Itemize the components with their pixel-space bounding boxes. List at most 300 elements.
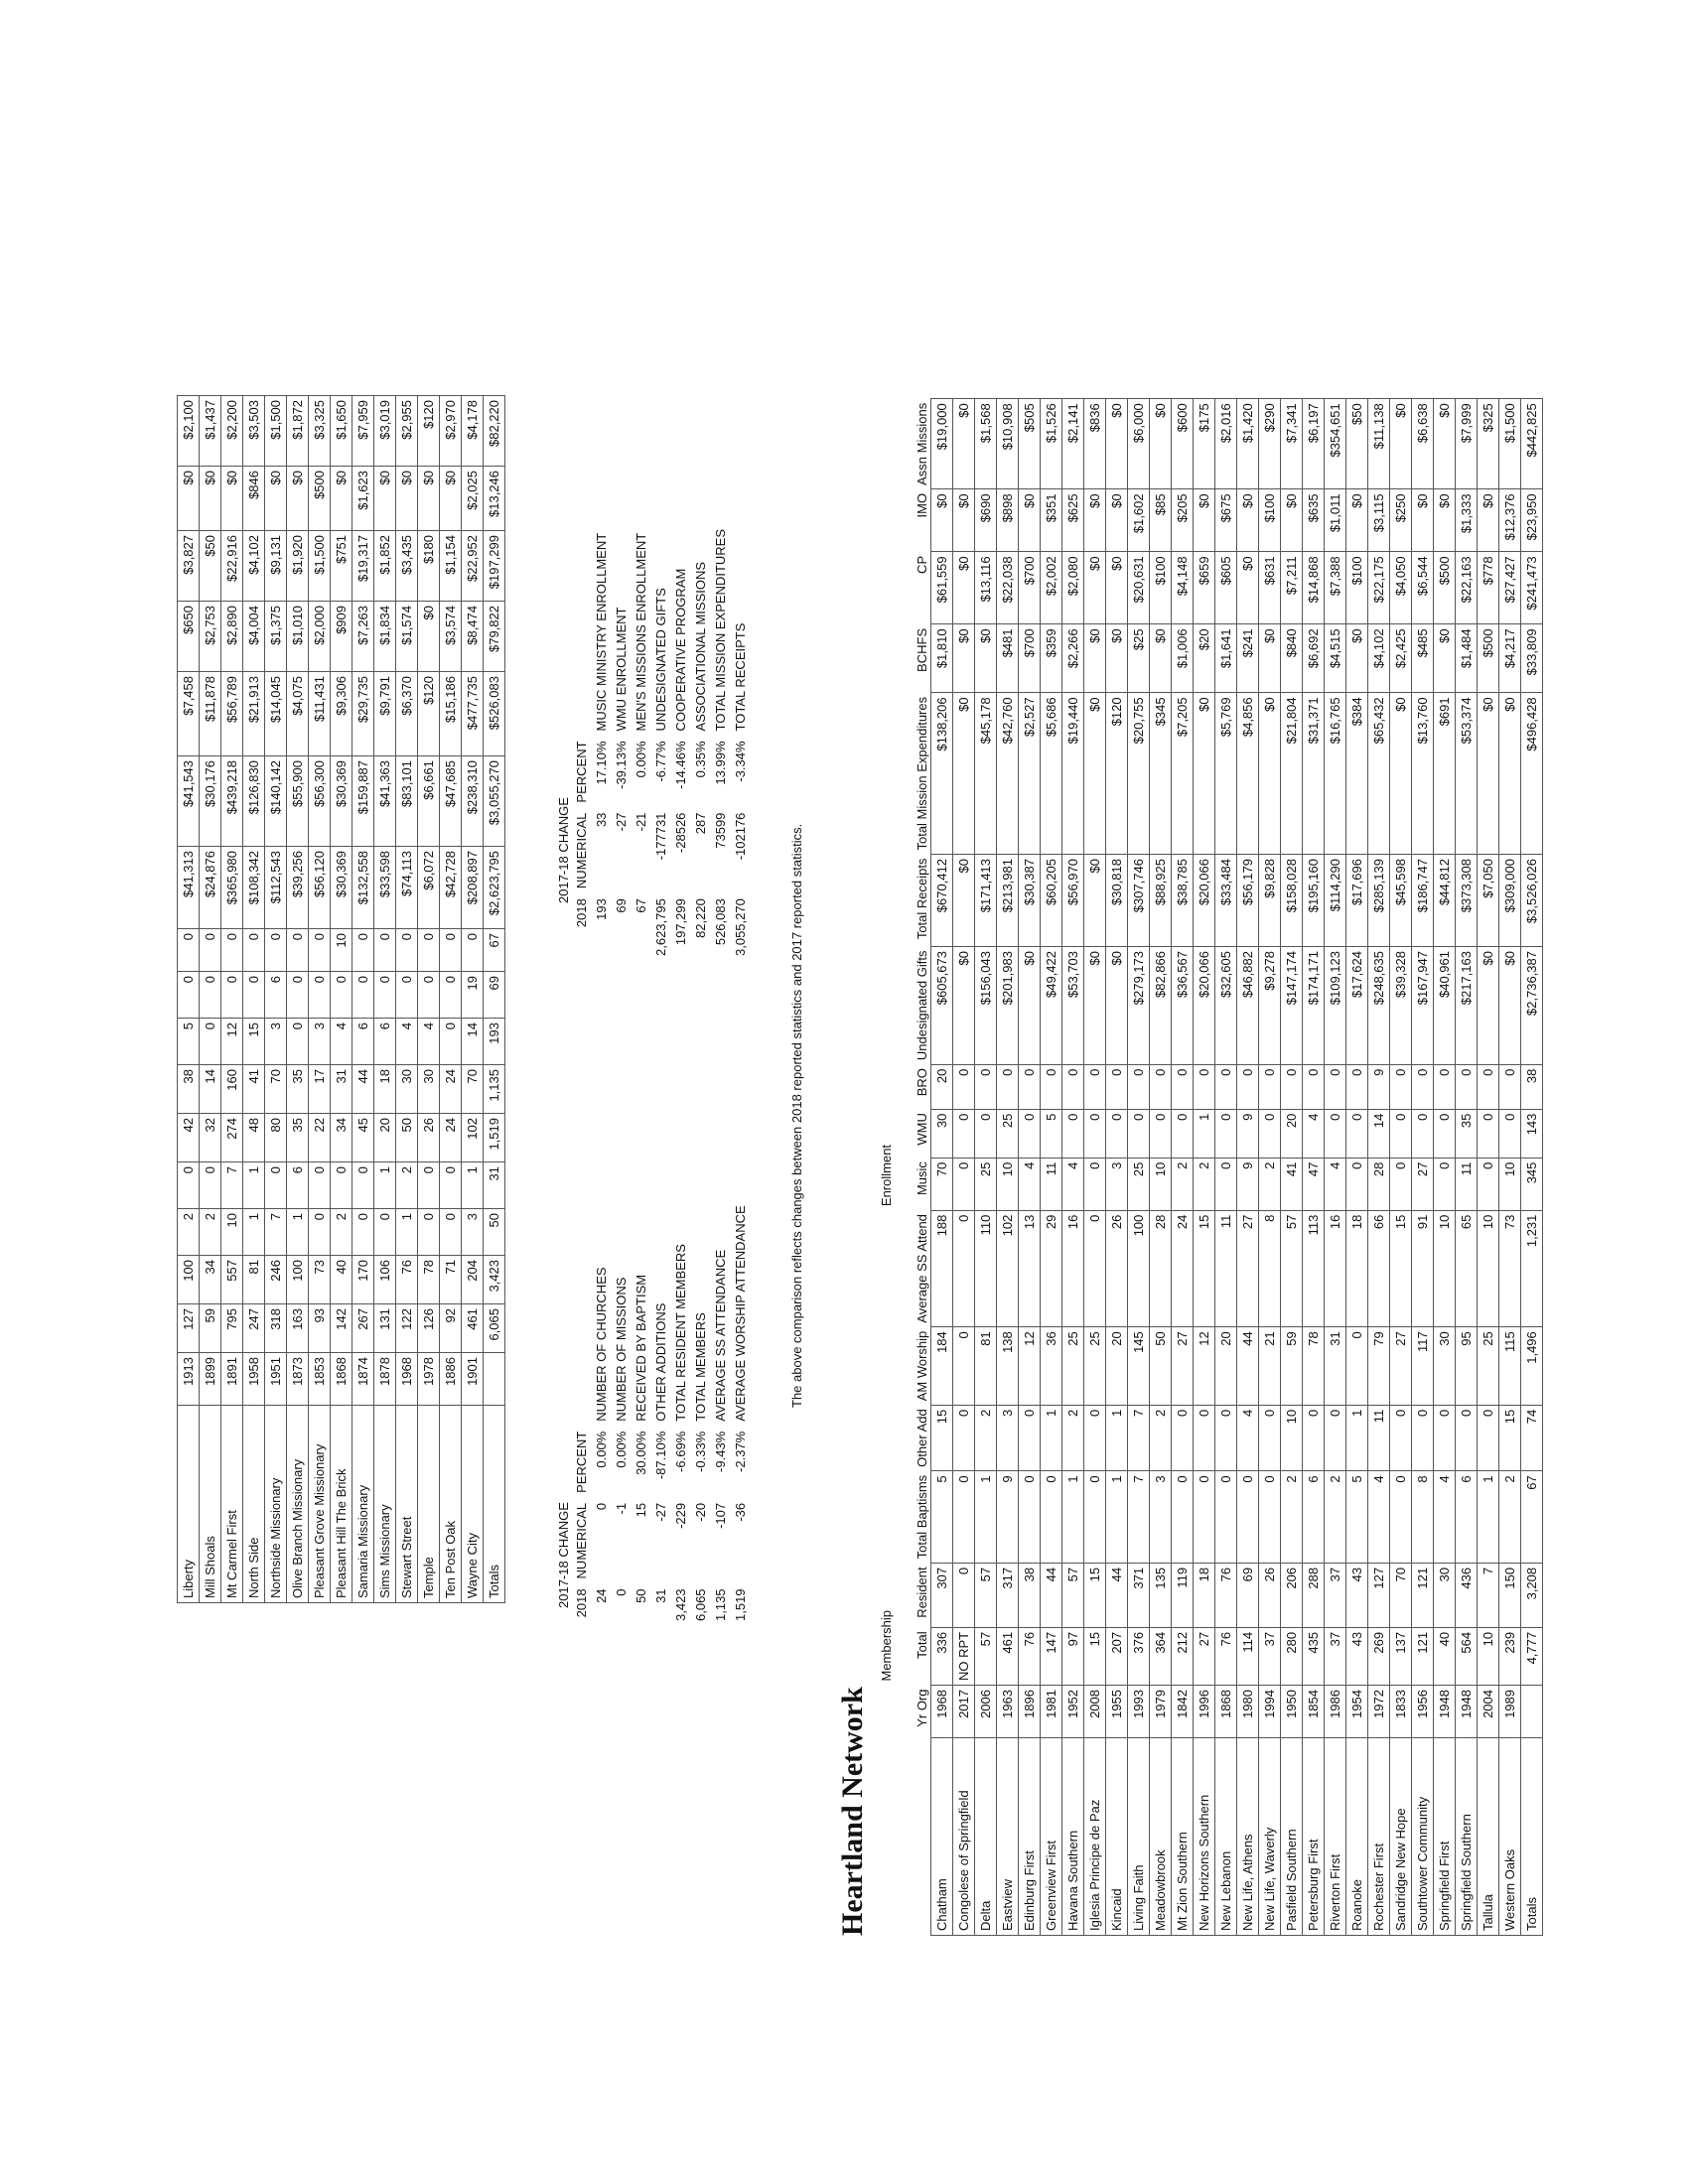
stat-cell: 22 bbox=[309, 1114, 331, 1162]
change-label: AVERAGE WORSHIP ATTENDANCE bbox=[732, 1205, 748, 1422]
table-row bbox=[243, 396, 265, 1603]
stat-cell: 0 bbox=[309, 972, 331, 1019]
stat-cell: 0 bbox=[440, 972, 462, 1019]
stat-cell: $0 bbox=[1346, 489, 1368, 552]
stat-cell: $500 bbox=[309, 467, 331, 531]
stat-cell: $85 bbox=[1150, 489, 1172, 552]
stat-cell: 138 bbox=[997, 1327, 1019, 1406]
stat-cell: 37 bbox=[1325, 1563, 1346, 1627]
stat-cell: 1979 bbox=[1150, 1686, 1172, 1738]
stat-cell: 2 bbox=[975, 1405, 997, 1471]
church-name: Mt Zion Southern bbox=[1172, 1738, 1194, 1936]
stat-cell: $1,641 bbox=[1215, 624, 1237, 693]
stat-cell: 76 bbox=[1019, 1627, 1041, 1685]
change-value: 17.10% bbox=[593, 741, 609, 785]
church-name: Petersburg First bbox=[1303, 1738, 1325, 1936]
total-cell: $3,526,026 bbox=[1521, 855, 1543, 947]
stat-cell: 2004 bbox=[1478, 1686, 1499, 1738]
stat-cell: 0 bbox=[1019, 1471, 1041, 1564]
stat-cell: $0 bbox=[1150, 624, 1172, 693]
stat-cell: $359 bbox=[1041, 624, 1062, 693]
column-header: Other Add bbox=[915, 1409, 929, 1467]
table-row bbox=[1499, 399, 1521, 1936]
change-header: PERCENT bbox=[573, 1431, 589, 1493]
stat-cell: 0 bbox=[418, 1162, 440, 1209]
stat-cell: 0 bbox=[953, 1327, 975, 1406]
stat-cell: $1,623 bbox=[352, 467, 374, 531]
stat-cell: $2,025 bbox=[462, 467, 484, 531]
stat-cell: 0 bbox=[975, 1109, 997, 1158]
change-value: 0.35% bbox=[692, 741, 708, 778]
stat-cell: $38,785 bbox=[1172, 855, 1194, 947]
stat-cell: 2 bbox=[1062, 1405, 1084, 1471]
total-cell bbox=[484, 1353, 505, 1406]
stat-cell: 0 bbox=[178, 972, 200, 1019]
stat-cell: 2008 bbox=[1084, 1686, 1106, 1738]
stat-cell: $7,211 bbox=[1281, 552, 1303, 624]
stat-cell: 0 bbox=[1259, 1471, 1281, 1564]
stat-cell: 24 bbox=[1172, 1210, 1194, 1327]
stat-cell: 3 bbox=[462, 1209, 484, 1256]
stat-cell: $1,650 bbox=[331, 396, 352, 467]
column-header: Music bbox=[915, 1161, 929, 1196]
stat-cell: 1873 bbox=[287, 1353, 309, 1406]
stat-cell: 70 bbox=[265, 1065, 287, 1114]
stat-cell: $19,317 bbox=[352, 531, 374, 602]
stat-cell: 247 bbox=[243, 1304, 265, 1353]
stat-cell: 44 bbox=[1237, 1327, 1259, 1406]
change-row bbox=[670, 524, 690, 961]
total-cell: 193 bbox=[484, 1019, 505, 1065]
stat-cell: 10 bbox=[997, 1158, 1019, 1210]
stat-cell: 2 bbox=[1150, 1405, 1172, 1471]
stat-cell: 18 bbox=[1346, 1210, 1368, 1327]
table-row bbox=[1325, 399, 1346, 1936]
stat-cell: $45,598 bbox=[1390, 855, 1412, 947]
stat-cell: 78 bbox=[1303, 1327, 1325, 1406]
stat-cell: $0 bbox=[200, 467, 221, 531]
stat-cell: $132,558 bbox=[352, 847, 374, 929]
stat-cell: 25 bbox=[997, 1109, 1019, 1158]
stat-cell: 0 bbox=[1172, 1064, 1194, 1109]
column-header bbox=[895, 1738, 931, 1936]
stat-cell: 0 bbox=[352, 1162, 374, 1209]
stat-cell: 80 bbox=[265, 1114, 287, 1162]
stat-cell: 0 bbox=[1062, 1064, 1084, 1109]
stat-cell: 1950 bbox=[1281, 1686, 1303, 1738]
stat-cell: 2 bbox=[1281, 1471, 1303, 1564]
stat-cell: $0 bbox=[178, 467, 200, 531]
column-header: Average SS Attend bbox=[915, 1214, 929, 1323]
stat-cell: $114,290 bbox=[1325, 855, 1346, 947]
stat-cell: 27 bbox=[1237, 1210, 1259, 1327]
stat-cell: 0 bbox=[374, 972, 396, 1019]
stat-cell: 0 bbox=[1499, 1064, 1521, 1109]
stat-cell: $0 bbox=[1259, 624, 1281, 693]
change-value: 0 bbox=[593, 1502, 609, 1511]
church-name: Western Oaks bbox=[1499, 1738, 1521, 1936]
stat-cell: 0 bbox=[178, 1162, 200, 1209]
stat-cell: $6,072 bbox=[418, 847, 440, 929]
stat-cell: 0 bbox=[243, 972, 265, 1019]
enrollment-group-header: Enrollment bbox=[879, 1144, 894, 1207]
stat-cell: $56,179 bbox=[1237, 855, 1259, 947]
stat-cell: 0 bbox=[200, 929, 221, 972]
stat-cell: 66 bbox=[1368, 1210, 1390, 1327]
church-name: Temple bbox=[418, 1406, 440, 1603]
change-value: 69 bbox=[613, 898, 629, 913]
stat-cell: $605 bbox=[1215, 552, 1237, 624]
stat-cell: 7 bbox=[1128, 1471, 1150, 1564]
stat-cell: 10 bbox=[221, 1209, 243, 1256]
stat-cell: $42,728 bbox=[440, 847, 462, 929]
stat-cell: 44 bbox=[1041, 1563, 1062, 1627]
stat-cell: $477,735 bbox=[462, 672, 484, 756]
stat-cell: 1 bbox=[975, 1471, 997, 1564]
stat-cell: $1,011 bbox=[1325, 489, 1346, 552]
change-header: PERCENT bbox=[573, 741, 589, 803]
stat-cell: 137 bbox=[1390, 1627, 1412, 1685]
stat-cell: $500 bbox=[1478, 624, 1499, 693]
stat-cell: 4 bbox=[396, 1019, 418, 1065]
stat-cell: $2,753 bbox=[200, 602, 221, 672]
stat-cell: $1,500 bbox=[265, 396, 287, 467]
table-row bbox=[396, 396, 418, 1603]
stat-cell: 69 bbox=[1237, 1563, 1259, 1627]
stat-cell: 113 bbox=[1303, 1210, 1325, 1327]
stat-cell: 0 bbox=[1390, 1158, 1412, 1210]
stat-cell: $1,500 bbox=[1499, 399, 1521, 489]
stat-cell: 1 bbox=[462, 1162, 484, 1209]
change-row bbox=[631, 1200, 650, 1626]
stat-cell: 0 bbox=[352, 1209, 374, 1256]
stat-cell: $0 bbox=[331, 467, 352, 531]
stat-cell: 1989 bbox=[1499, 1686, 1521, 1738]
stat-cell: NO RPT bbox=[953, 1627, 975, 1685]
stat-cell: $3,827 bbox=[178, 531, 200, 602]
stat-cell: 0 bbox=[331, 972, 352, 1019]
stat-cell: 37 bbox=[1325, 1627, 1346, 1685]
table-row bbox=[975, 399, 997, 1936]
stat-cell: 0 bbox=[1478, 1109, 1499, 1158]
stat-cell: 15 bbox=[243, 1019, 265, 1065]
table-row bbox=[953, 399, 975, 1936]
stat-cell: $17,624 bbox=[1346, 947, 1368, 1065]
stat-cell: 27 bbox=[1194, 1627, 1215, 1685]
change-value: -6.77% bbox=[652, 741, 668, 782]
stat-cell: $27,427 bbox=[1499, 552, 1521, 624]
change-value: 0.00% bbox=[613, 1431, 629, 1468]
stat-cell: $16,765 bbox=[1325, 693, 1346, 855]
stat-cell: $6,370 bbox=[396, 672, 418, 756]
stat-cell: 0 bbox=[1325, 1405, 1346, 1471]
stat-cell: $279,173 bbox=[1128, 947, 1150, 1065]
change-label: OTHER ADDITIONS bbox=[652, 1302, 668, 1422]
stat-cell: 16 bbox=[1062, 1210, 1084, 1327]
stat-cell: 1978 bbox=[418, 1353, 440, 1406]
stat-cell: 34 bbox=[200, 1256, 221, 1304]
stat-cell: 0 bbox=[1084, 1064, 1106, 1109]
stat-cell: 25 bbox=[1478, 1327, 1499, 1406]
stat-cell: 0 bbox=[1215, 1064, 1237, 1109]
stat-cell: 1980 bbox=[1237, 1686, 1259, 1738]
stat-cell: $217,163 bbox=[1456, 947, 1478, 1065]
stat-cell: $1,602 bbox=[1128, 489, 1150, 552]
stat-cell: $20,755 bbox=[1128, 693, 1150, 855]
stat-cell: $29,735 bbox=[352, 672, 374, 756]
total-cell: 345 bbox=[1521, 1158, 1543, 1210]
totals-label: Totals bbox=[1521, 1738, 1543, 1936]
church-name: Havana Southern bbox=[1062, 1738, 1084, 1936]
stat-cell: 0 bbox=[997, 1064, 1019, 1109]
stat-cell: $3,019 bbox=[374, 396, 396, 467]
stat-cell: 40 bbox=[1434, 1627, 1456, 1685]
stat-cell: 2 bbox=[1325, 1471, 1346, 1564]
change-value: -28526 bbox=[672, 812, 688, 854]
column-header: Total bbox=[915, 1631, 929, 1659]
stat-cell: 73 bbox=[1499, 1210, 1521, 1327]
change-value: -0.33% bbox=[692, 1431, 708, 1472]
totals-row bbox=[1521, 399, 1543, 1936]
stat-cell: 3 bbox=[997, 1405, 1019, 1471]
stat-cell: $0 bbox=[975, 624, 997, 693]
change-value: 15 bbox=[633, 1502, 648, 1518]
stat-cell: $22,175 bbox=[1368, 552, 1390, 624]
stat-cell: 0 bbox=[221, 929, 243, 972]
stat-cell: $147,174 bbox=[1281, 947, 1303, 1065]
change-value: 13.99% bbox=[712, 741, 728, 785]
stat-cell: $836 bbox=[1084, 399, 1106, 489]
stat-cell: $42,760 bbox=[997, 693, 1019, 855]
change-value: 73599 bbox=[712, 812, 728, 849]
stat-cell: 3 bbox=[265, 1019, 287, 1065]
stat-cell: $6,544 bbox=[1412, 552, 1434, 624]
total-cell: 74 bbox=[1521, 1405, 1543, 1471]
stat-cell: 0 bbox=[953, 1563, 975, 1627]
stat-cell: 27 bbox=[1390, 1327, 1412, 1406]
stat-cell: $7,959 bbox=[352, 396, 374, 467]
stat-cell: $439,218 bbox=[221, 756, 243, 847]
stat-cell: 336 bbox=[931, 1627, 953, 1685]
stat-cell: 126 bbox=[418, 1304, 440, 1353]
stat-cell: 76 bbox=[1215, 1627, 1237, 1685]
stat-cell: $0 bbox=[953, 624, 975, 693]
stat-cell: 14 bbox=[200, 1065, 221, 1114]
stat-cell: 1 bbox=[243, 1209, 265, 1256]
change-value: -9.43% bbox=[712, 1431, 728, 1472]
stat-cell: 93 bbox=[309, 1304, 331, 1353]
stat-cell: $10,908 bbox=[997, 399, 1019, 489]
stat-cell: 0 bbox=[1390, 1109, 1412, 1158]
change-value: 33 bbox=[593, 812, 609, 828]
stat-cell: 1 bbox=[1106, 1471, 1128, 1564]
stat-cell: $49,422 bbox=[1041, 947, 1062, 1065]
stat-cell: 115 bbox=[1499, 1327, 1521, 1406]
stat-cell: 41 bbox=[243, 1065, 265, 1114]
stat-cell: $0 bbox=[1084, 693, 1106, 855]
stat-cell: 1994 bbox=[1259, 1686, 1281, 1738]
stat-cell: $41,363 bbox=[374, 756, 396, 847]
stat-cell: 131 bbox=[374, 1304, 396, 1353]
stat-cell: $1,500 bbox=[309, 531, 331, 602]
stat-cell: 1901 bbox=[462, 1353, 484, 1406]
stat-cell: 5 bbox=[1346, 1471, 1368, 1564]
stat-cell: 4 bbox=[418, 1019, 440, 1065]
change-label: TOTAL RECEIPTS bbox=[732, 622, 748, 732]
stat-cell: $108,342 bbox=[243, 847, 265, 929]
stat-cell: 0 bbox=[374, 929, 396, 972]
stat-cell: 0 bbox=[440, 1019, 462, 1065]
stat-cell: 5 bbox=[178, 1019, 200, 1065]
stat-cell: 10 bbox=[331, 929, 352, 972]
stat-cell: 35 bbox=[287, 1065, 309, 1114]
stat-cell: 5 bbox=[931, 1471, 953, 1564]
stat-cell: 59 bbox=[1281, 1327, 1303, 1406]
stat-cell: $20 bbox=[1194, 624, 1215, 693]
stat-cell: 0 bbox=[243, 929, 265, 972]
stat-cell: $47,685 bbox=[440, 756, 462, 847]
stat-cell: $195,160 bbox=[1303, 855, 1325, 947]
change-label: ASSOCIATIONAL MISSIONS bbox=[692, 561, 708, 732]
stat-cell: 0 bbox=[1390, 1064, 1412, 1109]
change-value: 67 bbox=[633, 898, 648, 913]
stat-cell: 9 bbox=[1368, 1064, 1390, 1109]
total-cell: 67 bbox=[484, 929, 505, 972]
stat-cell: $2,527 bbox=[1019, 693, 1041, 855]
church-name: Springfield Southern bbox=[1456, 1738, 1478, 1936]
stat-cell: $0 bbox=[1499, 693, 1521, 855]
stat-cell: $41,543 bbox=[178, 756, 200, 847]
church-name: Edinburg First bbox=[1019, 1738, 1041, 1936]
change-value: -14.46% bbox=[672, 741, 688, 789]
stat-cell: $0 bbox=[1434, 624, 1456, 693]
stat-cell: 206 bbox=[1281, 1563, 1303, 1627]
stat-cell: $24,876 bbox=[200, 847, 221, 929]
column-header: Resident bbox=[915, 1567, 929, 1618]
stat-cell: 57 bbox=[1281, 1210, 1303, 1327]
stat-cell: $241 bbox=[1237, 624, 1259, 693]
stat-cell: $4,515 bbox=[1325, 624, 1346, 693]
stat-cell: $19,000 bbox=[931, 399, 953, 489]
stat-cell: $0 bbox=[1106, 399, 1128, 489]
stat-cell: $0 bbox=[287, 467, 309, 531]
table-row bbox=[1390, 399, 1412, 1936]
change-row bbox=[591, 524, 611, 961]
change-label: RECEIVED BY BAPTISM bbox=[633, 1274, 648, 1422]
stat-cell: $1,574 bbox=[396, 602, 418, 672]
column-header: Undesignated Gifts bbox=[915, 950, 929, 1061]
change-label: WMU ENROLLMENT bbox=[613, 607, 629, 732]
column-header: Total Mission Expenditures bbox=[915, 696, 929, 851]
stat-cell: $39,328 bbox=[1390, 947, 1412, 1065]
stat-cell: 25 bbox=[1062, 1327, 1084, 1406]
stat-cell: 2 bbox=[1259, 1158, 1281, 1210]
stat-cell: 2 bbox=[178, 1209, 200, 1256]
stat-cell: 42 bbox=[178, 1114, 200, 1162]
change-value: 30.00% bbox=[633, 1431, 648, 1475]
stat-cell: 100 bbox=[287, 1256, 309, 1304]
stat-cell: $1,437 bbox=[200, 396, 221, 467]
stat-cell: $0 bbox=[1478, 489, 1499, 552]
stat-cell: 37 bbox=[1259, 1627, 1281, 1685]
church-name: Meadowbrook bbox=[1150, 1738, 1172, 1936]
stat-cell: $1,484 bbox=[1456, 624, 1478, 693]
table-row bbox=[1478, 399, 1499, 1936]
stat-cell: 184 bbox=[931, 1327, 953, 1406]
stat-cell: $2,890 bbox=[221, 602, 243, 672]
stat-cell: 70 bbox=[462, 1065, 484, 1114]
stat-cell: 1958 bbox=[243, 1353, 265, 1406]
total-cell: $197,299 bbox=[484, 531, 505, 602]
church-name: Kincaid bbox=[1106, 1738, 1128, 1936]
change-value: 287 bbox=[692, 812, 708, 835]
table-row bbox=[221, 396, 243, 1603]
stat-cell: $22,916 bbox=[221, 531, 243, 602]
change-value: 6,065 bbox=[692, 1588, 708, 1621]
stat-cell: 1996 bbox=[1194, 1686, 1215, 1738]
table-row bbox=[1172, 399, 1194, 1936]
change-row bbox=[591, 1200, 611, 1626]
stat-cell: $0 bbox=[1019, 947, 1041, 1065]
table-row bbox=[1019, 399, 1041, 1936]
stat-cell: 1896 bbox=[1019, 1686, 1041, 1738]
stat-cell: $140,142 bbox=[265, 756, 287, 847]
table-row bbox=[440, 396, 462, 1603]
stat-cell: 170 bbox=[352, 1256, 374, 1304]
stat-cell: $13,760 bbox=[1412, 693, 1434, 855]
stat-cell: $7,341 bbox=[1281, 399, 1303, 489]
stat-cell: 76 bbox=[396, 1256, 418, 1304]
stat-cell: $846 bbox=[243, 467, 265, 531]
stat-cell: $0 bbox=[953, 855, 975, 947]
stat-cell: 0 bbox=[953, 1064, 975, 1109]
stat-cell: 1 bbox=[287, 1209, 309, 1256]
stat-cell: 1833 bbox=[1390, 1686, 1412, 1738]
stat-cell: 10 bbox=[1434, 1210, 1456, 1327]
stat-cell: 0 bbox=[352, 929, 374, 972]
stat-cell: 12 bbox=[221, 1019, 243, 1065]
stat-cell: 8 bbox=[1412, 1471, 1434, 1564]
stat-cell: 97 bbox=[1062, 1627, 1084, 1685]
stat-cell: $605,673 bbox=[931, 947, 953, 1065]
stat-cell: $82,866 bbox=[1150, 947, 1172, 1065]
church-name: Springfield First bbox=[1434, 1738, 1456, 1936]
church-name: Congolese of Springfield bbox=[953, 1738, 975, 1936]
stat-cell: 0 bbox=[1150, 1109, 1172, 1158]
table-row bbox=[1041, 399, 1062, 1936]
stat-cell: 20 bbox=[1215, 1327, 1237, 1406]
stat-cell: 122 bbox=[396, 1304, 418, 1353]
stat-cell: $13,116 bbox=[975, 552, 997, 624]
stat-cell: 318 bbox=[265, 1304, 287, 1353]
stat-cell: $0 bbox=[1346, 624, 1368, 693]
stat-cell: $4,004 bbox=[243, 602, 265, 672]
stat-cell: 6 bbox=[374, 1019, 396, 1065]
stat-cell: 1886 bbox=[440, 1353, 462, 1406]
stat-cell: 44 bbox=[1106, 1563, 1128, 1627]
stat-cell: 14 bbox=[1368, 1109, 1390, 1158]
stat-cell: $0 bbox=[1084, 489, 1106, 552]
stat-cell: 1963 bbox=[997, 1686, 1019, 1738]
column-header: IMO bbox=[915, 492, 929, 518]
stat-cell: 50 bbox=[1150, 1327, 1172, 1406]
stat-cell: 1993 bbox=[1128, 1686, 1150, 1738]
stat-cell: $4,102 bbox=[243, 531, 265, 602]
stat-cell: $9,791 bbox=[374, 672, 396, 756]
stat-cell: 0 bbox=[265, 1162, 287, 1209]
table-row bbox=[1368, 399, 1390, 1936]
church-name: Mill Shoals bbox=[200, 1406, 221, 1603]
